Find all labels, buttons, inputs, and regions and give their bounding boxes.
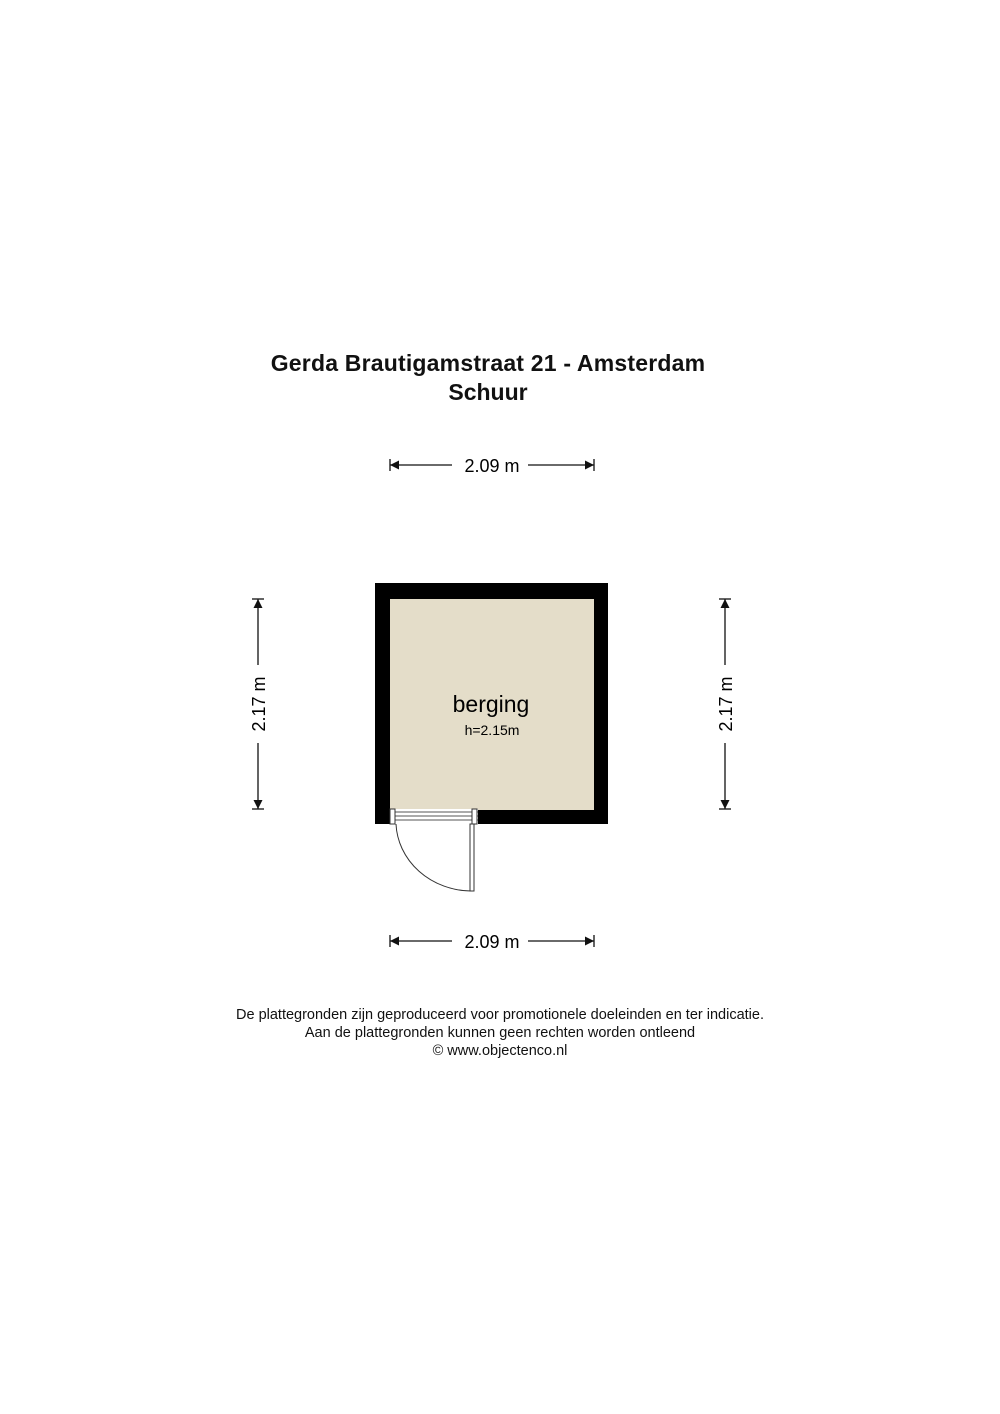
copyright-line: © www.objectenco.nl <box>432 1043 568 1059</box>
disclaimer-line: Aan de plattegronden kunnen geen rechten worden ontleend <box>304 1025 696 1041</box>
dimension-right-label: 2.17 m <box>716 676 736 732</box>
door-swing-arc <box>396 824 471 891</box>
room-name: berging <box>452 691 530 717</box>
dimension-left <box>249 599 269 809</box>
dimension-bottom <box>390 932 594 952</box>
door-opening <box>390 809 478 825</box>
dimension-bottom-label: 2.09 m <box>464 932 520 952</box>
door-leaf <box>470 824 474 891</box>
dimension-top <box>390 456 594 476</box>
door-jamb <box>390 809 395 824</box>
dimension-right <box>716 599 736 809</box>
page-title: Gerda Brautigamstraat 21 - Amsterdam <box>270 350 706 376</box>
room-height: h=2.15m <box>464 722 520 738</box>
disclaimer-line: De plattegronden zijn geproduceerd voor promotionele doeleinden en ter indicatie. <box>236 1007 764 1023</box>
page-subtitle: Schuur <box>448 379 528 405</box>
door <box>396 824 474 891</box>
dimension-left-label: 2.17 m <box>249 676 269 732</box>
door-jamb <box>472 809 477 824</box>
dimension-top-label: 2.09 m <box>464 456 520 476</box>
disclaimer <box>0 1006 1000 1060</box>
